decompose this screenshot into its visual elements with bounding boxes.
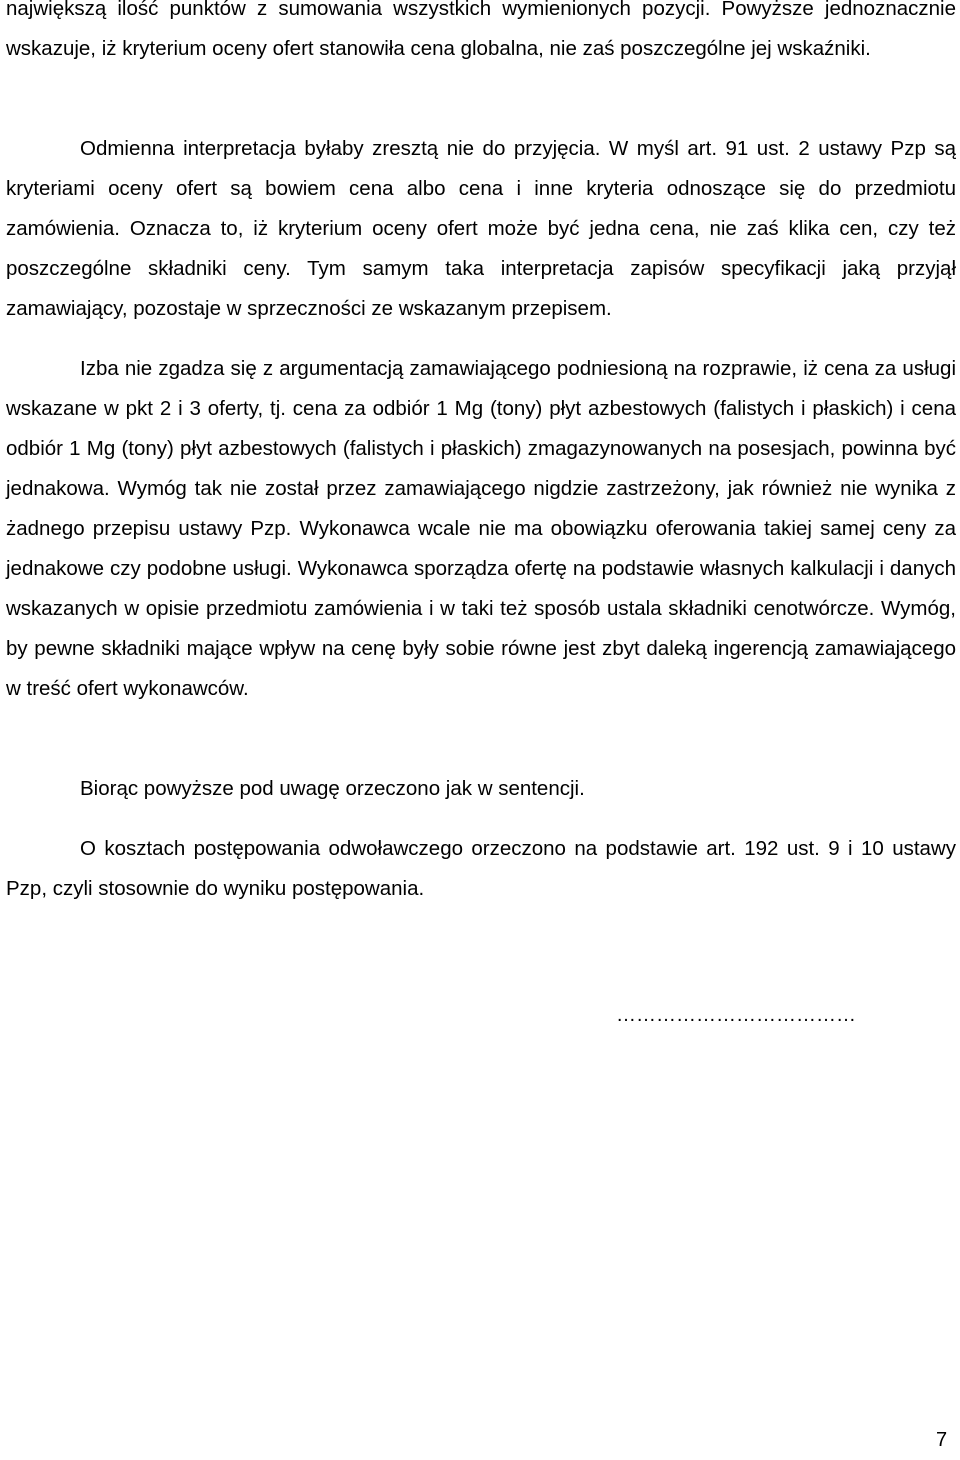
page-number: 7 bbox=[936, 1429, 948, 1451]
paragraph-costs: O kosztach postępowania odwoławczego orzeczono na podstawie art. 192 ust. 9 i 10 ustawy Pzp, czyli stosownie do wyniku postępowania. bbox=[6, 837, 956, 900]
paragraph-continuation: największą ilość punktów z sumowania wszystkich wymienionych pozycji. Powyższe jednoznacznie wskazuje, iż kryterium oceny ofert stanowiła cena globalna, nie zaś poszczególne jej wskaźniki. bbox=[6, 0, 956, 60]
signature-dotted-line: ……………………………… bbox=[616, 1004, 856, 1026]
paragraph-interpretation: Odmienna interpretacja byłaby zresztą nie do przyjęcia. W myśl art. 91 ust. 2 ustawy Pzp są kryteriami oceny ofert są bowiem cena albo cena i inne kryteria odnoszące się do przedmiotu zamówienia. Oznacza to, iż kryterium oceny ofert może być jedna cena, nie zaś klika cen, czy też poszczególne składniki ceny. Tym samym taka interpretacja zapisów specyfikacji jaką przyjął zamawiający, pozostaje w sprzeczności ze wskazanym przepisem. bbox=[6, 137, 956, 320]
paragraph-chamber-position: Izba nie zgadza się z argumentacją zamawiającego podniesioną na rozprawie, iż cena za usługi wskazane w pkt 2 i 3 oferty, tj. cena za odbiór 1 Mg (tony) płyt azbestowych (falistych i płaskich) i cena odbiór 1 Mg (tony) płyt azbestowych (falistych i płaskich) zmagazynowanych na posesjach, powinna być jednakowa. Wymóg tak nie został przez zamawiającego nigdzie zastrzeżony, jak również nie wynika z żadnego przepisu ustawy Pzp. Wykonawca wcale nie ma obowiązku oferowania takiej samej ceny za jednakowe czy podobne usługi. Wykonawca sporządza ofertę na podstawie własnych kalkulacji i danych wskazanych w opisie przedmiotu zamówienia i w taki też sposób ustala składniki cenotwórcze. Wymóg, by pewne składniki mające wpływ na cenę były sobie równe jest zbyt daleką ingerencją zamawiającego w treść ofert wykonawców. bbox=[6, 357, 956, 700]
paragraph-conclusion: Biorąc powyższe pod uwagę orzeczono jak w sentencji. bbox=[80, 777, 585, 800]
